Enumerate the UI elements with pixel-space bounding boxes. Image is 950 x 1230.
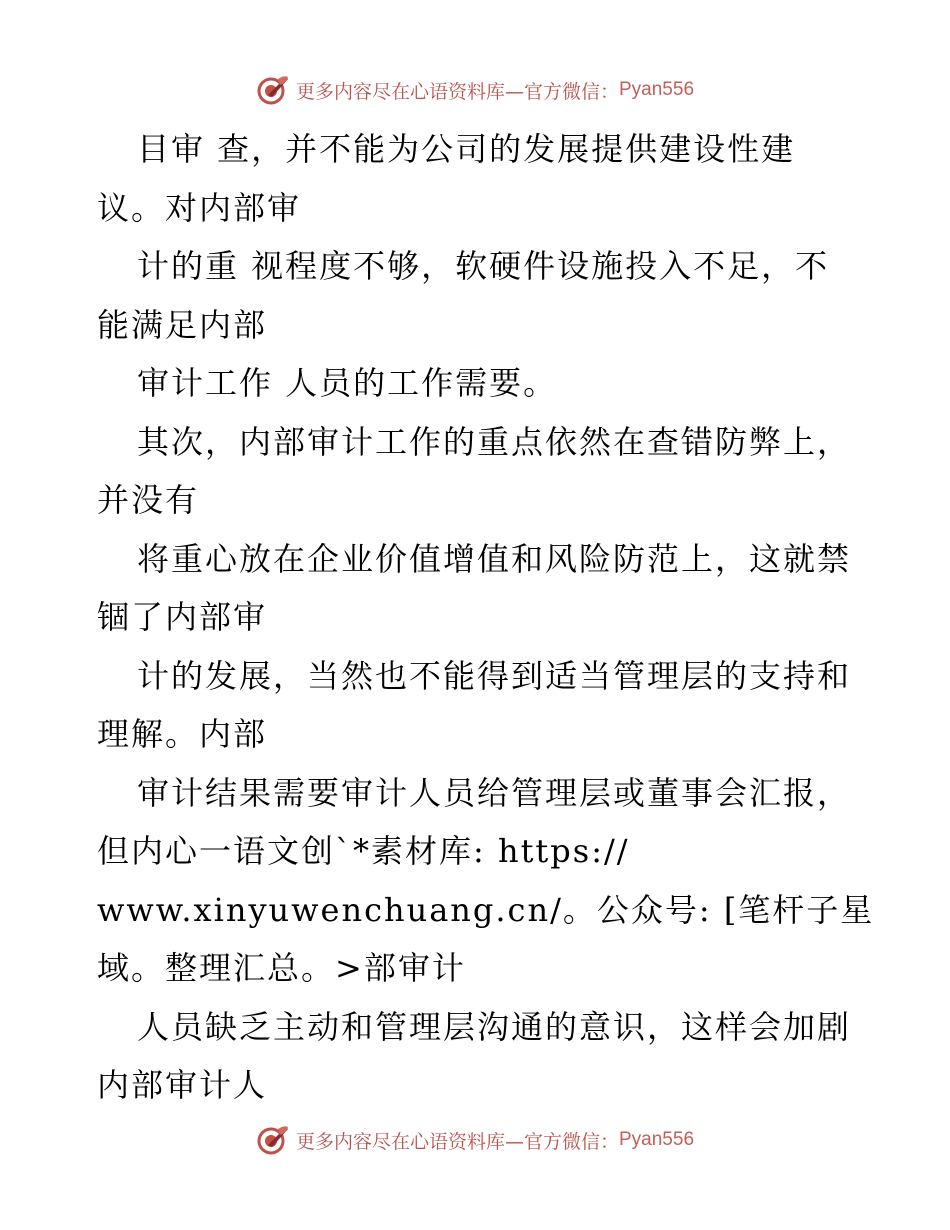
text-line: 议。对内部审 (97, 188, 302, 227)
text-line: 审计结果需要审计人员给管理层或董事会汇报， (137, 773, 852, 812)
banner-wechat-id: Pyan556 (619, 1129, 695, 1150)
document-body (97, 120, 897, 1115)
quill-logo-icon (256, 73, 290, 107)
text-line: 域。整理汇总。>部审计 (97, 949, 466, 987)
quill-logo-icon (256, 1123, 290, 1157)
text-line: www.xinyuwenchuang.cn/。公众号: [笔杆子星 (97, 890, 875, 929)
footer-banner (0, 1120, 950, 1160)
text-line: 理解。内部 (97, 715, 268, 753)
text-line: 但内心一语文创`*素材库: https:// (97, 832, 630, 870)
text-line: 计的发展，当然也不能得到适当管理层的支持和 (137, 656, 852, 695)
text-line: 将重心放在企业价值增值和风险防范上，这就禁 (137, 539, 852, 578)
text-line: 人员缺乏主动和管理层沟通的意识，这样会加剧 (137, 1007, 852, 1046)
header-banner (0, 70, 950, 110)
text-line: 其次，内部审计工作的重点依然在查错防弊上， (137, 422, 852, 461)
text-line: 内部审计人 (97, 1066, 268, 1104)
text-line: 审计工作 人员的工作需要。 (137, 364, 558, 402)
text-line: 能满足内部 (97, 305, 268, 344)
text-line: 目审 查，并不能为公司的发展提供建设性建 (137, 130, 796, 168)
banner-text: 更多内容尽在心语资料库—官方微信： (295, 80, 619, 103)
text-line: 锢了内部审 (97, 598, 268, 636)
text-line: 并没有 (97, 481, 200, 519)
text-line: 计的重 视程度不够，软硬件设施投入不足，不 (137, 247, 830, 285)
banner-wechat-id: Pyan556 (619, 79, 695, 100)
banner-text: 更多内容尽在心语资料库—官方微信： (295, 1130, 619, 1153)
